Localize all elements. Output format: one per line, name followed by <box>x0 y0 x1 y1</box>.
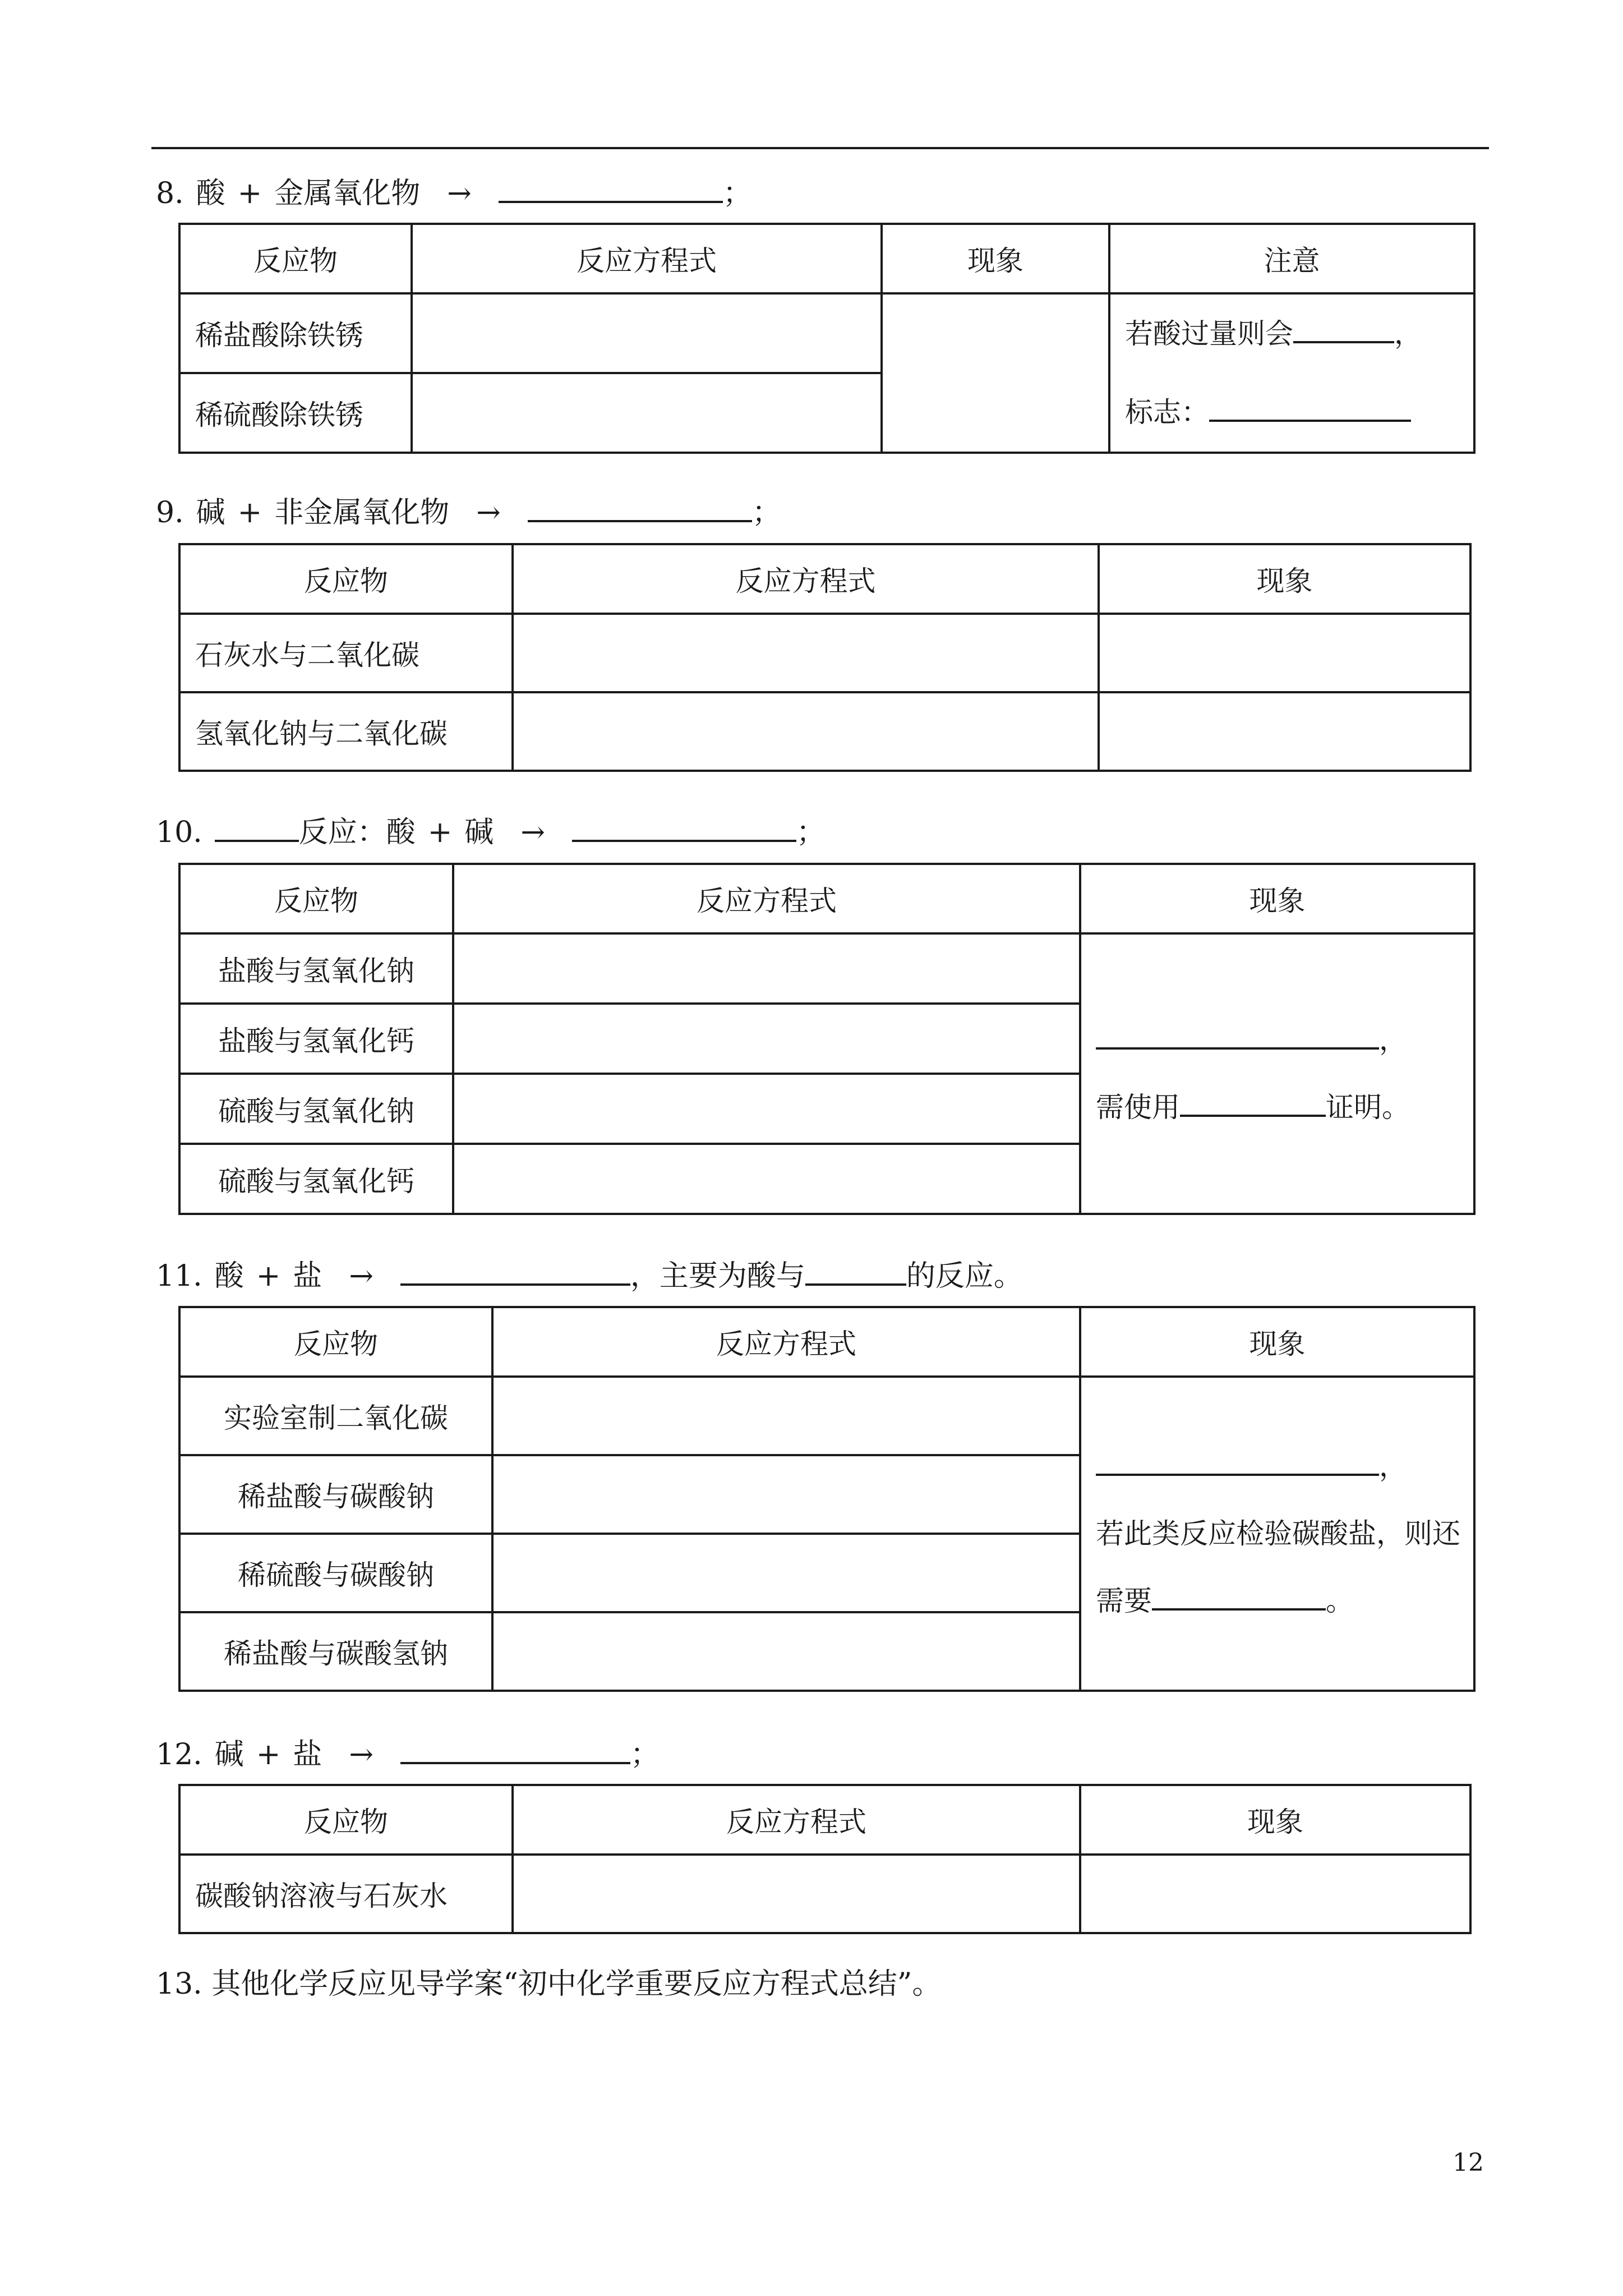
answer-blank[interactable] <box>528 491 752 522</box>
reactant-cell: 硫酸与氢氧化钙 <box>179 1144 453 1214</box>
arrow-icon: → <box>447 177 472 210</box>
header-phenomenon: 现象 <box>1099 544 1470 614</box>
section-11-table <box>178 1306 1476 1692</box>
page-number: 12 <box>1453 2148 1484 2177</box>
answer-blank[interactable] <box>805 1254 906 1286</box>
header-equation: 反应方程式 <box>513 544 1099 614</box>
answer-blank[interactable] <box>400 1733 630 1764</box>
equation-cell[interactable] <box>492 1612 1080 1691</box>
reactant-cell: 碳酸钠溶液与石灰水 <box>179 1855 513 1933</box>
section-9-table <box>178 543 1472 772</box>
section-11-heading: 11. 酸 + 盐 → ，主要为酸与 的反应。 <box>156 1254 1023 1294</box>
header-phenomenon: 现象 <box>1080 1307 1474 1377</box>
arrow-icon: → <box>349 1738 374 1772</box>
answer-blank[interactable] <box>1209 390 1411 422</box>
reactant-cell: 盐酸与氢氧化钠 <box>179 933 453 1004</box>
equation-cell[interactable] <box>492 1455 1080 1534</box>
equation-cell[interactable] <box>453 1004 1080 1074</box>
equation-cell[interactable] <box>412 293 882 373</box>
header-phenomenon: 现象 <box>1080 864 1474 933</box>
reactant-cell: 稀盐酸与碳酸钠 <box>179 1455 492 1534</box>
header-equation: 反应方程式 <box>412 224 882 293</box>
section-13-text: 13. 其他化学反应见导学案“初中化学重要反应方程式总结”。 <box>156 1967 942 2001</box>
equation-cell[interactable] <box>453 1074 1080 1144</box>
top-rule <box>151 147 1489 149</box>
header-reactant: 反应物 <box>179 1785 513 1855</box>
answer-blank[interactable] <box>215 811 299 842</box>
reactant-cell: 稀盐酸与碳酸氢钠 <box>179 1612 492 1691</box>
section-10-heading: 10. 反应：酸 + 碱 → ； <box>156 811 826 850</box>
header-equation: 反应方程式 <box>492 1307 1080 1377</box>
header-reactant: 反应物 <box>179 224 412 293</box>
equation-cell[interactable] <box>453 1144 1080 1214</box>
answer-blank[interactable] <box>499 172 723 203</box>
phenomenon-cell: ， 需使用 证明。 <box>1080 933 1474 1214</box>
reactant-cell: 稀硫酸与碳酸钠 <box>179 1534 492 1612</box>
equation-cell[interactable] <box>513 1855 1080 1933</box>
header-equation: 反应方程式 <box>513 1785 1080 1855</box>
reactant-cell: 石灰水与二氧化碳 <box>179 614 513 692</box>
phenomenon-cell[interactable] <box>1099 692 1470 771</box>
equation-cell[interactable] <box>513 614 1099 692</box>
section-12-heading: 12. 碱 + 盐 → ； <box>156 1733 660 1773</box>
header-phenomenon: 现象 <box>882 224 1109 293</box>
answer-blank[interactable] <box>400 1254 630 1286</box>
reactant-cell: 盐酸与氢氧化钙 <box>179 1004 453 1074</box>
reactant-cell: 稀硫酸除铁锈 <box>179 373 412 453</box>
phenomenon-cell[interactable] <box>882 293 1109 453</box>
section-10-table <box>178 863 1476 1215</box>
answer-blank[interactable] <box>572 811 796 842</box>
phenomenon-cell[interactable] <box>1080 1855 1470 1933</box>
notes-cell: 若酸过量则会 ， 标志： <box>1109 293 1474 453</box>
equation-cell[interactable] <box>412 373 882 453</box>
answer-blank[interactable] <box>1096 1018 1379 1050</box>
phenomenon-cell[interactable] <box>1099 614 1470 692</box>
section-12-table <box>178 1784 1472 1934</box>
answer-blank[interactable] <box>1152 1579 1326 1611</box>
arrow-icon: → <box>349 1259 374 1293</box>
arrow-icon: → <box>520 816 545 849</box>
answer-blank[interactable] <box>1293 312 1394 343</box>
reactant-cell: 实验室制二氧化碳 <box>179 1377 492 1455</box>
header-reactant: 反应物 <box>179 1307 492 1377</box>
answer-blank[interactable] <box>1096 1444 1379 1476</box>
header-notes: 注意 <box>1109 224 1474 293</box>
reactant-cell: 硫酸与氢氧化钠 <box>179 1074 453 1144</box>
answer-blank[interactable] <box>1180 1085 1326 1117</box>
header-equation: 反应方程式 <box>453 864 1080 933</box>
section-8-table <box>178 223 1476 454</box>
header-phenomenon: 现象 <box>1080 1785 1470 1855</box>
equation-cell[interactable] <box>513 692 1099 771</box>
equation-cell[interactable] <box>453 933 1080 1004</box>
header-reactant: 反应物 <box>179 864 453 933</box>
section-8-heading: 8. 酸 + 金属氧化物 → ； <box>156 172 752 211</box>
reactant-cell: 稀盐酸除铁锈 <box>179 293 412 373</box>
arrow-icon: → <box>476 496 501 530</box>
section-9-heading: 9. 碱 + 非金属氧化物 → ； <box>156 491 781 531</box>
reactant-cell: 氢氧化钠与二氧化碳 <box>179 692 513 771</box>
equation-cell[interactable] <box>492 1534 1080 1612</box>
phenomenon-cell: ， 若此类反应检验碳酸盐，则还 需要 。 <box>1080 1377 1474 1691</box>
equation-cell[interactable] <box>492 1377 1080 1455</box>
header-reactant: 反应物 <box>179 544 513 614</box>
